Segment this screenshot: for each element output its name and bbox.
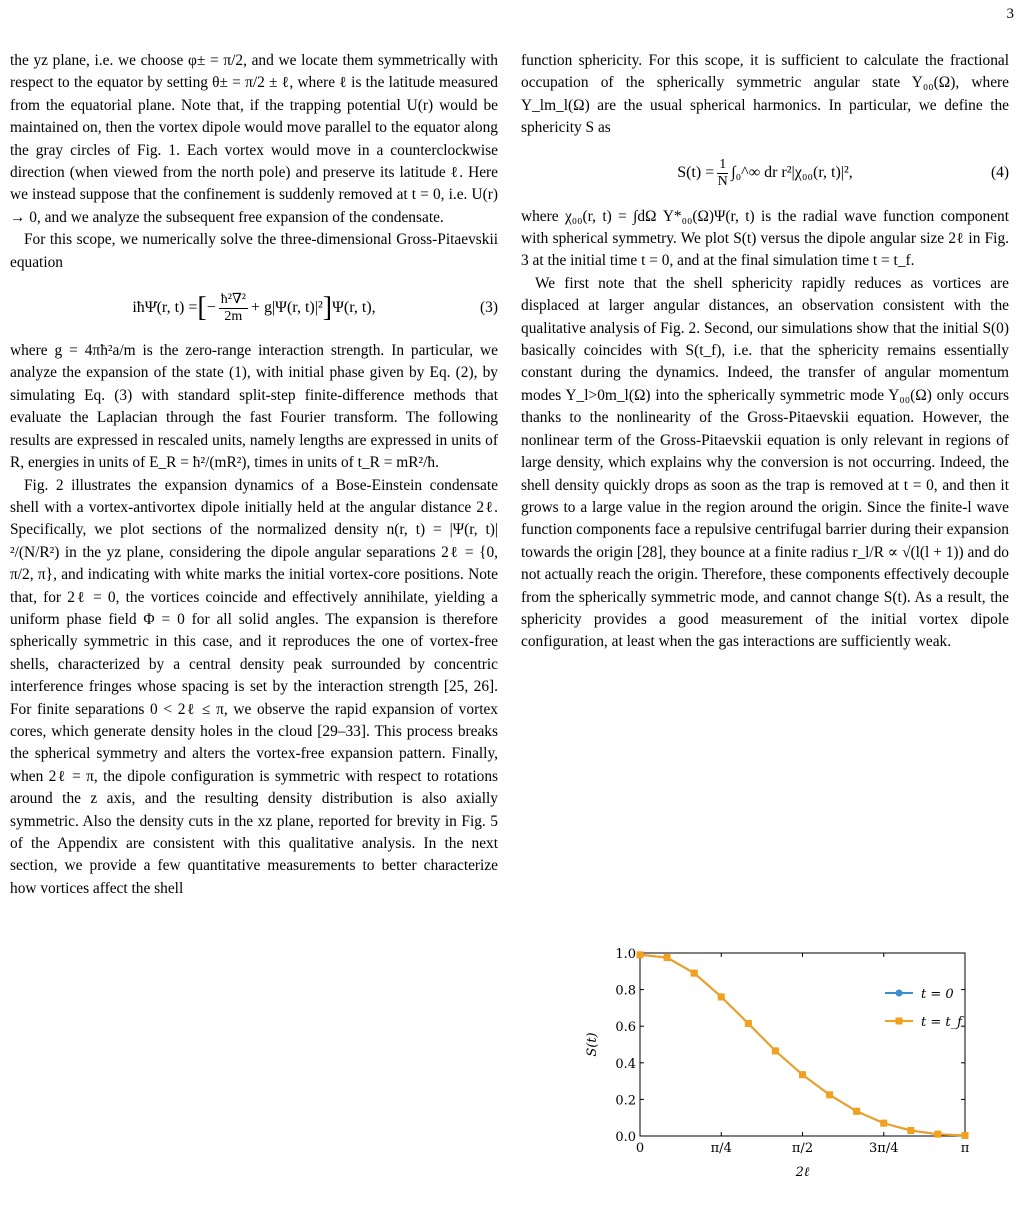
data-point bbox=[637, 951, 644, 958]
equation-tail: Ψ(r, t), bbox=[332, 298, 376, 316]
equation-body: dr r²|χ₀₀(r, t)|², bbox=[764, 164, 853, 182]
paragraph: For this scope, we numerically solve the three-dimensional Gross-Pitaevskii equation bbox=[10, 231, 498, 271]
plot-frame bbox=[640, 953, 965, 1136]
paragraph: the yz plane, i.e. we choose φ± = π/2, and we locate them symmetrically with respect to the equator by setting θ± = π/2 ± ℓ, where ℓ is the latitude measured from the equatorial plane. Note that, if the trapping potential U(r) would be maintained on, then the vortex dipole would move parallel to the equator along the gray circles of Fig. 1. Each vortex would move in a counterclockwise direction (when viewed from the north pole) and preserve its latitude ℓ. Here we instead suppose that the confinement is suddenly removed at t = 0, i.e. U(r) → 0, and we analyze the subsequent free expansion of the condensate. bbox=[10, 52, 498, 226]
paragraph: Fig. 2 illustrates the expansion dynamics of a Bose-Einstein condensate shell with a vortex-antivortex dipole initially held at the angular distance 2ℓ. Specifically, we plot sections of the normalized density n(r, t) = |Ψ(r, t)|²/(N/R²) in the yz plane, considering the dipole angular separations 2ℓ = {0, π/2, π}, and indicating with white marks the initial vortex-core positions. Note that, for 2ℓ = 0, the vortices coincide and effectively annihilate, yielding a uniform phase field Φ = 0 for all solid angles. The expansion is therefore spherically symmetric in this case, and it reproduces the one of vortex-free shells, characterized by a central density peak surrounded by concentric interference fringes whose spacing is set by the interaction strength [25, 26]. For finite separations 0 < 2ℓ ≤ π, we observe the rapid expansion of vortex cores, which generate density holes in the cloud [29–33]. This process breaks the spherical symmetry and alters the vortex-free expansion pattern. Finally, when 2ℓ = π, the dipole configuration is symmetric with respect to rotations around the z axis, and the resulting density distribution is also axially symmetric. Also the density cuts in the xz plane, reported for brevity in Fig. 5 of the Appendix are consistent with this qualitative analysis. In the next section, we provide a few quantitative measurements to better characterize how vortices affect the shell bbox=[10, 476, 498, 897]
equation-4 bbox=[521, 154, 1009, 194]
equation-fraction bbox=[717, 157, 728, 190]
y-tick-label: 0.8 bbox=[615, 983, 636, 999]
left-bracket: [ bbox=[197, 292, 207, 324]
equation-3 bbox=[10, 288, 498, 328]
paragraph: where χ₀₀(r, t) = ∫dΩ Y*₀₀(Ω)Ψ(r, t) is the radial wave function component with spherical symmetry. We plot S(t) versus the dipole angular size 2ℓ in Fig. 3 at the initial time t = 0, and at the final simulation time t = t_f. bbox=[521, 207, 1009, 270]
page-number: 3 bbox=[1006, 6, 1014, 22]
y-tick-label: 0.0 bbox=[615, 1130, 636, 1145]
paragraph: function sphericity. For this scope, it is sufficient to calculate the fractional occupation of the spherically symmetric angular state Y₀₀(Ω), where Y_lm_l(Ω) are the usual spherical harmonics. In particular, we define the sphericity S as bbox=[521, 52, 1009, 137]
y-tick-label: 0.4 bbox=[615, 1056, 636, 1072]
equation-minus: − bbox=[206, 298, 216, 316]
right-column bbox=[521, 50, 1009, 654]
equation-fraction bbox=[219, 292, 248, 325]
y-axis-label: S(t) bbox=[585, 1032, 600, 1057]
x-tick-label: π bbox=[960, 1141, 970, 1156]
x-axis-label: 2ℓ bbox=[795, 1165, 810, 1180]
data-point bbox=[907, 1127, 914, 1134]
fraction-numerator: ħ²∇² bbox=[220, 291, 246, 307]
y-tick-label: 1.0 bbox=[615, 947, 636, 962]
x-tick-label: π/2 bbox=[791, 1141, 814, 1156]
equation-number: (3) bbox=[480, 298, 498, 316]
data-point bbox=[853, 1108, 860, 1115]
paragraph: where g = 4πħ²a/m is the zero-range interaction strength. In particular, we analyze the expansion of the state (1), with initial phase given by Eq. (2), by simulating Eq. (3) with standard split-step finite-difference methods that evaluate the Laplacian through the fast Fourier transform. The following results are expressed in rescaled units, namely lengths are expressed in units of R, energies in units of E_R = ħ²/(mR²), times in units of t_R = mR²/ħ. bbox=[10, 342, 498, 472]
data-point bbox=[880, 1120, 887, 1127]
paragraph: We first note that the shell sphericity rapidly reduces as vortices are displaced at larger angular distances, an observation consistent with the qualitative analysis of Fig. 2. Second, our simulations show that the initial S(0) basically coincides with S(t_f), i.e. that the sphericity remains essentially constant during the dynamics. Indeed, the transfer of angular momentum modes Y_l>0m_l(Ω) into the spherically symmetric mode Y₀₀(Ω) only occurs thanks to the nonlinearity of the Gross-Pitaevskii equation. However, the nonlinear term of the Gross-Pitaevskii equation is only relevant in regions of large density, which explains why the conversion is not occurring. Indeed, the shell density quickly drops as soon as the trap is removed at t = 0, and then it grows to a large value in the region around the origin. Since the finite-l wave function components face a repulsive centrifugal barrier during their expansion towards the origin [28], they bounce at a finite radius r_l/R ∝ √(l(l + 1)) and do not actually reach the origin. Therefore, these components effectively decouple from the spherically symmetric mode, and cannot change S(t). As a result, the sphericity provides a good measurement of the initial vortex dipole configuration, at least when the gas interactions are sufficiently weak. bbox=[521, 274, 1009, 651]
legend-marker bbox=[896, 990, 903, 997]
series-line bbox=[640, 955, 965, 1136]
legend-label: t = t_f bbox=[921, 1015, 962, 1030]
equation-lhs: iħΨ̇(r, t) = bbox=[132, 298, 198, 316]
fraction-denominator: N bbox=[717, 174, 728, 190]
data-point bbox=[826, 1091, 833, 1098]
x-tick-label: 0 bbox=[635, 1141, 645, 1156]
y-tick-label: 0.6 bbox=[615, 1020, 636, 1036]
data-point bbox=[772, 1047, 779, 1054]
equation-lhs: S(t) = bbox=[677, 164, 715, 182]
data-point bbox=[745, 1020, 752, 1027]
equation-rhs: + g|Ψ(r, t)|² bbox=[250, 298, 323, 316]
fraction-denominator: 2m bbox=[224, 308, 243, 324]
data-point bbox=[664, 954, 671, 961]
left-column bbox=[10, 50, 498, 900]
x-tick-label: π/4 bbox=[710, 1141, 732, 1156]
data-point bbox=[962, 1132, 969, 1139]
equation-number: (4) bbox=[991, 164, 1009, 182]
legend-label: t = 0 bbox=[921, 987, 954, 1002]
series-line bbox=[640, 955, 965, 1136]
right-bracket: ] bbox=[322, 292, 333, 324]
legend-marker bbox=[896, 1018, 903, 1025]
y-tick-label: 0.2 bbox=[615, 1093, 636, 1109]
sphericity-chart bbox=[560, 925, 980, 1195]
fraction-numerator: 1 bbox=[719, 157, 727, 173]
data-point bbox=[691, 970, 698, 977]
integral: ∫₀^∞ bbox=[731, 164, 761, 182]
data-point bbox=[718, 993, 725, 1000]
data-point bbox=[934, 1131, 941, 1138]
data-point bbox=[799, 1071, 806, 1078]
x-tick-label: 3π/4 bbox=[869, 1141, 899, 1156]
